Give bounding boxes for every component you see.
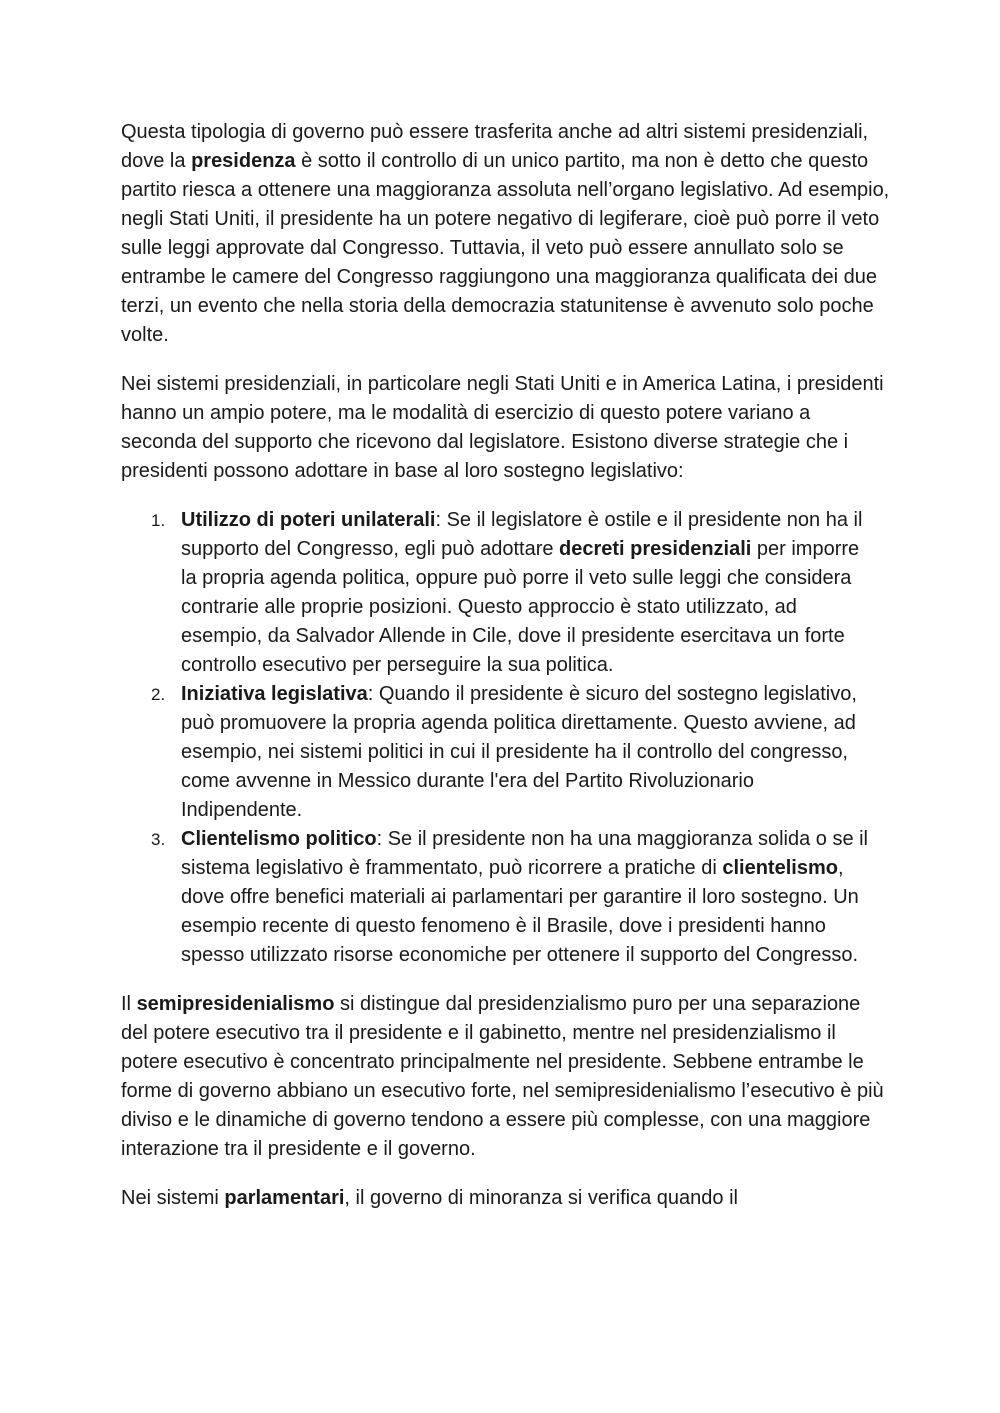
paragraph-text: è sotto il controllo di un unico partito, ma non è detto che questo partito riesca a ottenere una maggioranza assoluta nell’organo legislativo. Ad esempio, negli Stati Uniti, il presidente ha un potere negativo di legiferare, cioè può porre il veto sulle leggi approvate dal Congresso. Tuttavia, il veto può essere annullato solo se entrambe le camere del Congresso raggiungono una maggioranza qualificata dei due terzi, un evento che nella storia della democrazia statunitense è avvenuto solo poche volte. [121, 150, 890, 346]
bold-term: Clientelismo politico [181, 828, 377, 850]
list-text: : Se il legislatore è ostile e il presidente non ha il supporto del Congresso, egli può adottare [181, 509, 863, 560]
list-text: , dove offre benefici materiali ai parlamentari per garantire il loro sostegno. Un esempio recente di questo fenomeno è il Brasile, dove i presidenti hanno spesso utilizzato risorse economiche per ottenere il supporto del Congresso. [181, 857, 859, 966]
list-text: : Se il presidente non ha una maggioranza solida o se il sistema legislativo è frammentato, può ricorrere a pratiche di [181, 828, 869, 879]
list-item [121, 506, 871, 680]
paragraph-text: Nei sistemi [121, 1187, 225, 1209]
list-item [121, 825, 871, 970]
bold-term: clientelismo [722, 857, 838, 879]
bold-term-semipresidenialismo: semipresidenialismo [136, 993, 335, 1015]
paragraph-presidential-systems [121, 118, 891, 350]
paragraph-text: Questa tipologia di governo può essere trasferita anche ad altri sistemi presidenziali, dove la [121, 121, 869, 172]
paragraph-text: Nei sistemi presidenziali, in particolare negli Stati Uniti e in America Latina, i presidenti hanno un ampio potere, ma le modalità di esercizio di questo potere variano a seconda del supporto che ricevono dal legislatore. Esistono diverse strategie che i presidenti possono adottare in base al loro sostegno legislativo: [121, 373, 884, 482]
paragraph-text: si distingue dal presidenzialismo puro per una separazione del potere esecutivo tra il presidente e il gabinetto, mentre nel presidenzialismo il potere esecutivo è concentrato principalmente nel presidente. Sebbene entrambe le forme di governo abbiano un esecutivo forte, nel semipresidenialismo l’esecutivo è più diviso e le dinamiche di governo tendono a essere più complesse, con una maggiore interazione tra il presidente e il governo. [121, 993, 884, 1160]
paragraph-text: , il governo di minoranza si verifica quando il [344, 1187, 738, 1209]
list-number: 1. [151, 511, 166, 530]
list-item [121, 680, 871, 825]
bold-term-presidenza: presidenza [191, 150, 296, 172]
paragraph-semipresidentialism [121, 990, 891, 1164]
paragraph-parliamentary [121, 1184, 891, 1213]
document-page [121, 118, 891, 1233]
list-text: : Quando il presidente è sicuro del sostegno legislativo, può promuovere la propria agenda politica direttamente. Questo avviene, ad esempio, nei sistemi politici in cui il presidente ha il controllo del congresso, come avvenne in Messico durante l'era del Partito Rivoluzionario Indipendente. [181, 683, 857, 821]
list-text: per imporre la propria agenda politica, oppure può porre il veto sulle leggi che considera contrarie alle proprie posizioni. Questo approccio è stato utilizzato, ad esempio, da Salvador Allende in Cile, dove il presidente esercitava un forte controllo esecutivo per perseguire la sua politica. [181, 538, 860, 676]
list-number: 2. [151, 685, 166, 704]
bold-term: Utilizzo di poteri unilaterali [181, 509, 436, 531]
strategies-list [121, 506, 891, 970]
bold-term-parlamentari: parlamentari [224, 1187, 345, 1209]
bold-term: Iniziativa legislativa [181, 683, 368, 705]
paragraph-text: Il [121, 993, 137, 1015]
list-number: 3. [151, 830, 166, 849]
bold-term: decreti presidenziali [559, 538, 752, 560]
paragraph-strategies-intro [121, 370, 891, 486]
